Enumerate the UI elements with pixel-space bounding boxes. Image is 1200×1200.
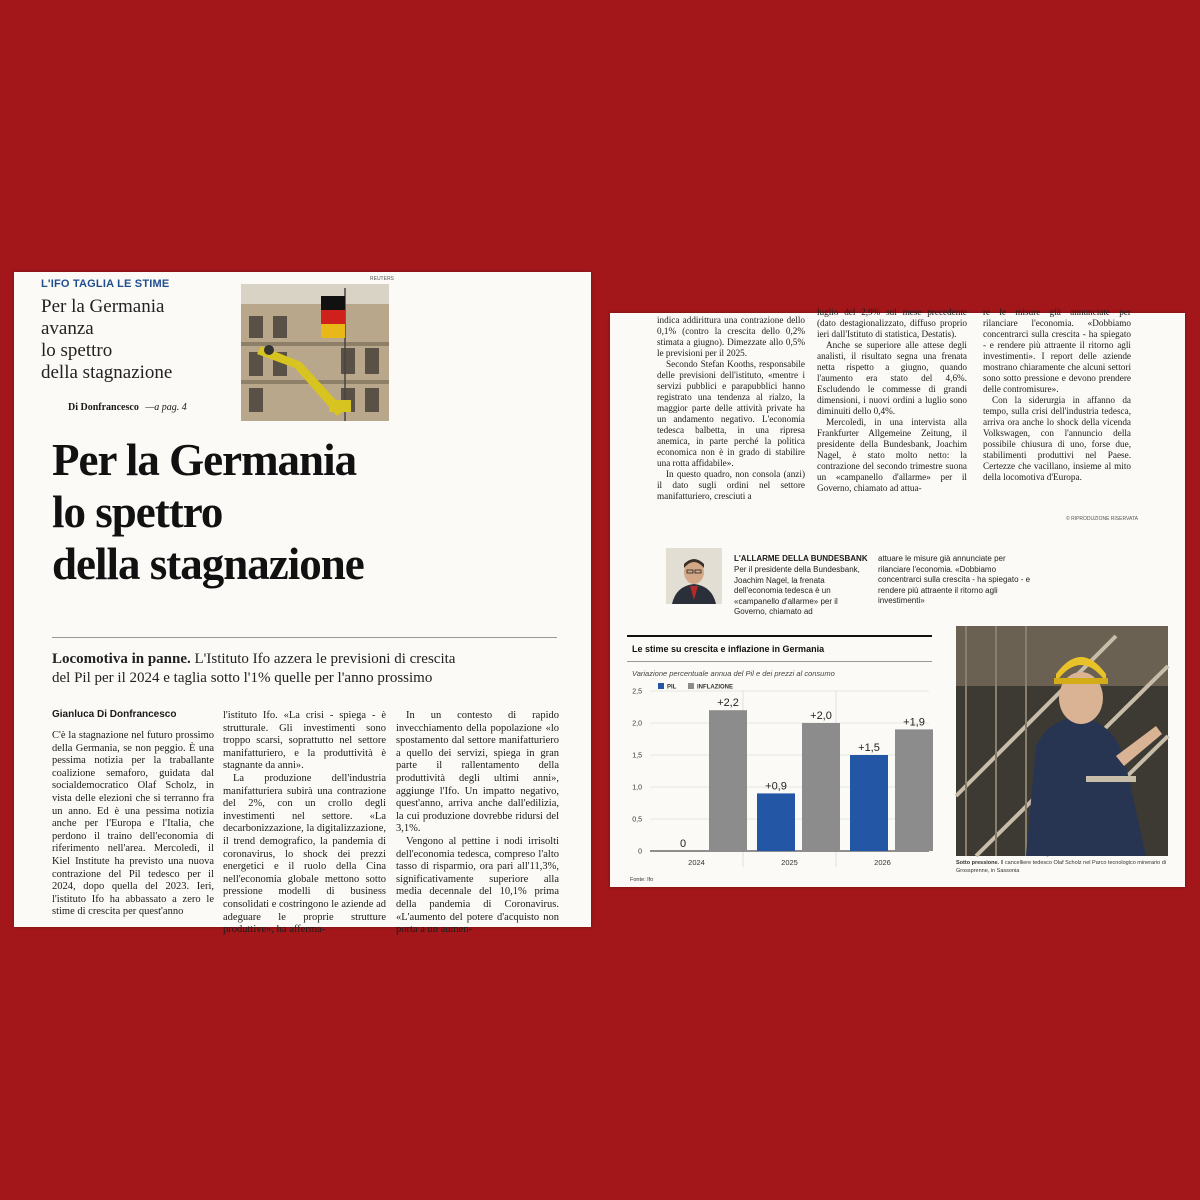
data-label: +2,0	[810, 710, 832, 722]
teaser-line: avanza	[41, 318, 94, 339]
caption-text: Il cancelliere tedesco Olaf Scholz nel Parco tecnologico minerario di Grossprenne, in Sassonia	[956, 860, 1167, 874]
article-column-3	[396, 710, 559, 937]
bar-inflazione	[895, 729, 933, 851]
y-tick-label: 2,5	[632, 688, 642, 696]
data-label: 0	[679, 838, 687, 850]
legend-swatch	[688, 683, 694, 689]
y-tick-label: 0,5	[632, 816, 642, 824]
chart-divider	[627, 661, 932, 662]
deck-text: del Pil per il 2024 e taglia sotto l'1% quelle per l'anno prossimo	[52, 670, 433, 686]
bundesbank-box-text-2: attuare le misure già annunciate per rilanciare l'economia. «Dobbiamo concentrarci sulla crescita - ha spiegato - e rendere più attraente il ritorno agli investimenti»	[878, 554, 1031, 605]
article-column-2	[223, 710, 386, 937]
bar-chart	[624, 679, 934, 873]
paragraph: Vengono al pettine i nodi irrisolti dell'economia tedesca, compreso l'alto tasso di risparmio, ora pari all'11,3%, significativamente superiore alla media decennale del 10,1% prima della pandemia di Coronavirus. «L'aumento del potere d'acquisto non porta a un aumen-	[396, 835, 559, 936]
x-tick-label: 2024	[688, 858, 705, 867]
bar-pil	[850, 755, 888, 851]
paragraph: Mercoledì, in una intervista alla Frankfurter Allgemeine Zeitung, il presidente della Bundesbank, Joachim Nagel, è stato molto netto: la contrazione del secondo trimestre suona un «campanello d'allarme» per il Governo, chiamato ad attua-	[817, 417, 967, 493]
photo-credit: REUTERS	[370, 276, 394, 282]
copyright-notice: © RIPRODUZIONE RISERVATA	[1066, 516, 1138, 522]
nagel-portrait	[666, 548, 722, 604]
data-label: +1,9	[903, 716, 925, 729]
paragraph: l'istituto Ifo. «La crisi - spiega - è strutturale. Gli investimenti sono troppo scarsi, soprattutto nel settore manifatturiero, e la produttività è stagnante da anni».	[223, 710, 386, 772]
article-author: Gianluca Di Donfrancesco	[52, 709, 177, 720]
teaser-line: Per la Germania	[41, 296, 165, 317]
scholz-photo	[956, 626, 1168, 856]
paragraph: Anche se superiore alle attese degli analisti, il risultato segna una frenata netta rispetto a giugno, quando l'aumento era stato del 4,6%. Escludendo le commesse di grandi dimensioni, i nuovi ordini a luglio sono diminuiti dello 0,4%.	[817, 340, 967, 416]
front-teaser	[41, 296, 231, 384]
main-headline	[52, 434, 552, 590]
paragraph: Con la siderurgia in affanno da tempo, sulla crisi dell'industria tedesca, arriva ora anche lo shock della vicenda Volkswagen, con l'annuncio della possibile chiusura di uno, forse due, stabilimenti produttivi nel Paese. Certezze che vacillano, insieme al mito della locomotiva d'Europa.	[983, 395, 1131, 482]
deck-lead: Locomotiva in panne.	[52, 651, 191, 667]
paragraph: C'è la stagnazione nel futuro prossimo della Germania, se non peggio. È una pessima notizia per la traballante coalizione semaforo, guidata dal socialdemocratico Olaf Scholz, in vista delle elezioni che si terranno fra un anno. Ed è una pessima notizia anche per l'Europa e l'Italia, che perdono il traino dell'economia di riferimento nell'area. Mercoledì, il Kiel Institute ha previsto una nuova contrazione del Pil tedesco per il 2024, dopo quella del 2023. Ieri, l'istituto Ifo ha abbassato a zero le stime di crescita per quest'anno	[52, 730, 214, 918]
continuation-column-3	[983, 307, 1131, 483]
bar-inflazione	[802, 723, 840, 851]
right-newspaper-page	[610, 307, 1185, 887]
x-tick-label: 2026	[874, 858, 891, 867]
section-kicker: L'IFO TAGLIA LE STIME	[41, 278, 170, 290]
teaser-byline	[68, 402, 187, 413]
headline-line: della stagnazione	[52, 539, 364, 589]
y-tick-label: 1,0	[632, 784, 642, 792]
paragraph: indica addirittura una contrazione dello 0,1% (contro la crescita dello 0,2% stimata a giugno). Dimezzate allo 0,5% le previsioni per il 2025.	[657, 315, 805, 358]
y-tick-label: 2,0	[632, 720, 642, 728]
chart-top-rule	[627, 635, 932, 637]
caption-lead: Sotto pressione.	[956, 860, 1000, 866]
chart-subtitle: Variazione percentuale annua del Pil e dei prezzi al consumo	[632, 669, 835, 678]
continuation-column-1	[657, 315, 805, 502]
legend-label: INFLAZIONE	[697, 684, 733, 691]
paragraph: La produzione dell'industria manifatturiera subirà una contrazione del 2%, con un crollo degli investimenti nel settore. «La decarbonizzazione, la digitalizzazione, il trend demografico, la pandemia di coronavirus, lo shock dei prezzi energetici e il ruolo della Cina nell'economia globale mettono sotto pressione modelli di business consolidati e costringono le aziende ad adeguare le proprie strutture produttive», ha afferma-	[223, 772, 386, 936]
article-column-1	[52, 730, 214, 919]
left-newspaper-page	[14, 272, 591, 936]
chart-title: Le stime su crescita e inflazione in Germania	[632, 644, 825, 654]
chart-source: Fonte: Ifo	[630, 877, 654, 883]
teaser-page-ref: —a pag. 4	[145, 402, 187, 413]
deck-text: L'Istituto Ifo azzera le previsioni di crescita	[190, 651, 456, 667]
paragraph: luglio del 2,9% sul mese precedente (dato destagionalizzato, diffuso proprio ieri dall'Istituto di statistica, Destatis).	[817, 307, 967, 339]
continuation-column-2	[817, 307, 967, 494]
paragraph: Secondo Stefan Kooths, responsabile delle previsioni dell'istituto, «mentre i servizi pubblici e parapubblici hanno registrato una tendenza al rialzo, la maggior parte delle attività private ha un andamento negativo. L'economia tedesca balbetta, in una ripresa anemica, in parte perché la politica economica non è in grado di stabilire una rotta affidabile».	[657, 359, 805, 468]
data-label: +1,5	[858, 742, 880, 754]
x-tick-label: 2025	[781, 858, 798, 867]
article-deck	[52, 650, 557, 688]
bar-pil	[757, 793, 795, 851]
legend-swatch	[658, 683, 664, 689]
y-tick-label: 1,5	[632, 752, 642, 760]
y-tick-label: 0	[638, 848, 642, 856]
paragraph: re le misure già annunciate per rilanciare l'economia. «Dobbiamo concentrarci sulla crescita - ha spiegato - e rendere più attraente il ritorno agli investimenti». I report delle aziende mostrano chiaramente che alcuni settori sono sotto pressione e devono prendere delle contromisure».	[983, 307, 1131, 394]
data-label: +0,9	[765, 780, 787, 793]
photo-caption	[956, 859, 1168, 875]
teaser-line: della stagnazione	[41, 362, 173, 383]
bar-inflazione	[709, 710, 747, 851]
legend-label: PIL	[667, 684, 677, 691]
teaser-author: Di Donfrancesco	[68, 402, 139, 413]
flag-building-photo	[241, 284, 389, 421]
bundesbank-box-title: L'ALLARME DELLA BUNDESBANK	[734, 554, 868, 563]
paragraph: In questo quadro, non consola (anzi) il dato sugli ordini nel settore manifatturiero, cresciuti a	[657, 469, 805, 501]
paragraph: In un contesto di rapido invecchiamento della popolazione «lo spostamento dal settore manifatturiero a quello dei servizi, spiega in gran parte il rallentamento della produttività degli ultimi anni», aggiunge l'Ifo. Un impatto negativo, quest'anno, arriva anche dall'edilizia, la cui produzione dovrebbe ridursi del 3,1%.	[396, 710, 559, 835]
divider	[52, 637, 557, 638]
teaser-line: lo spettro	[41, 340, 113, 361]
headline-line: lo spettro	[52, 487, 223, 537]
data-label: +2,2	[717, 697, 739, 710]
bundesbank-box-text-1: Per il presidente della Bundesbank, Joachim Nagel, la frenata dell'economia tedesca è un «campanello d'allarme» per il Governo, chiamato ad	[734, 565, 860, 616]
headline-line: Per la Germania	[52, 435, 357, 485]
